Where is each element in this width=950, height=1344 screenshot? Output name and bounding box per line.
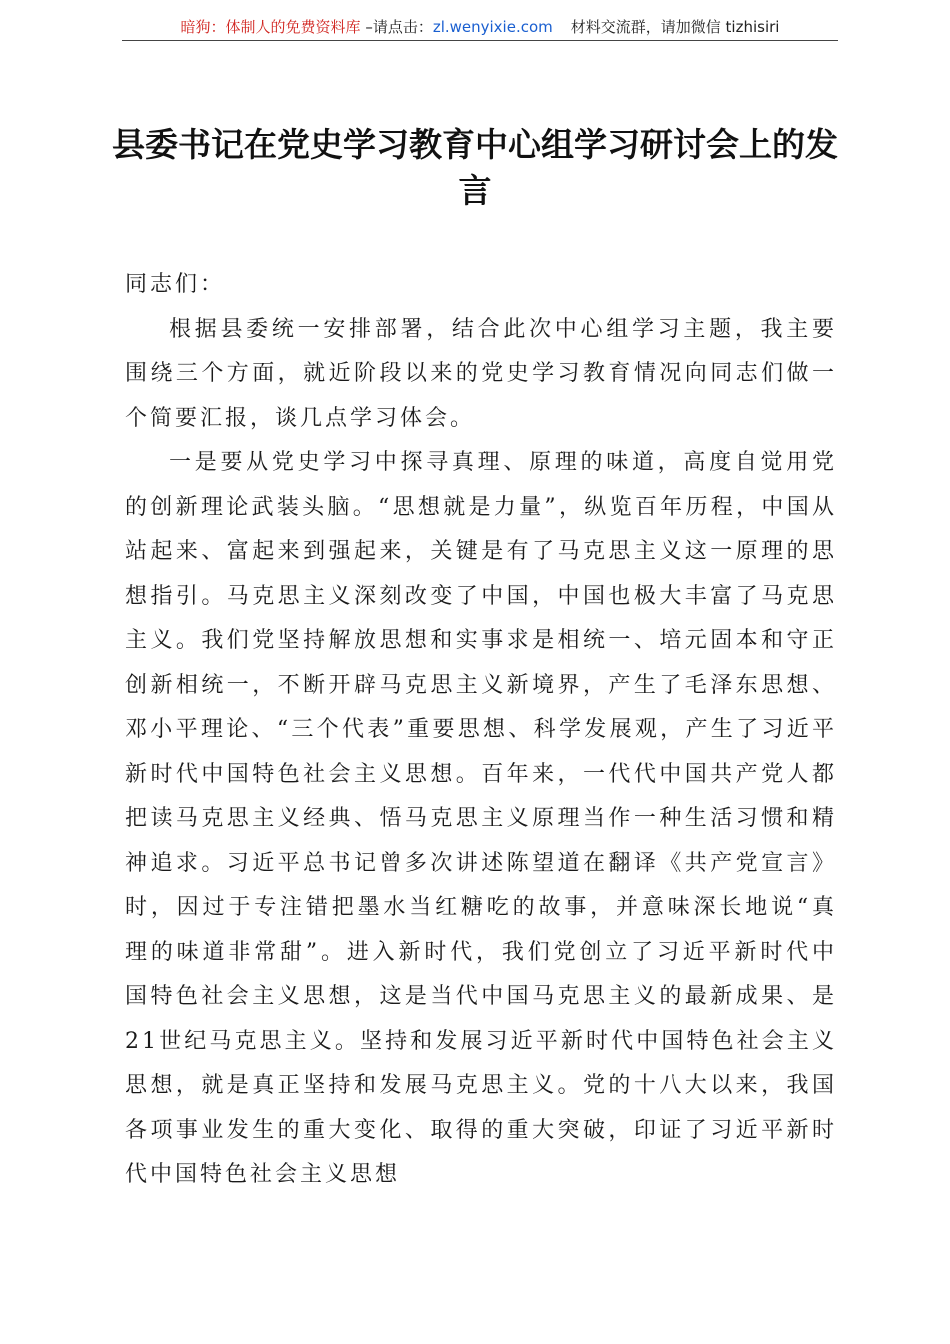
page-header <box>122 14 838 40</box>
document-body <box>125 263 837 1198</box>
salutation: 同志们： <box>125 272 226 297</box>
paragraph-point-one: 一是要从党史学习中探寻真理、原理的味道，高度自觉用党的创新理论武装头脑。“思想就是力量”，纵览百年历程，中国从站起来、富起来到强起来，关键是有了马克思主义这一原理的思想指引。马克思主义深刻改变了中国，中国也极大丰富了马克思主义。我们党坚持解放思想和实事求是相统一、培元固本和守正创新相统一，不断开辟马克思主义新境界，产生了毛泽东思想、邓小平理论、“三个代表”重要思想、科学发展观，产生了习近平新时代中国特色社会主义思想。百年来，一代代中国共产党人都把读马克思主义经典、悟马克思主义原理当作一种生活习惯和精神追求。习近平总书记曾多次讲述陈望道在翻译《共产党宣言》时，因过于专注错把墨水当红糖吃的故事，并意味深长地说“真理的味道非常甜”。进入新时代，我们党创立了习近平新时代中国特色社会主义思想，这是当代中国马克思主义的最新成果、是21世纪马克思主义。坚持和发展习近平新时代中国特色社会主义思想，就是真正坚持和发展马克思主义。党的十八大以来，我国各项事业发生的重大变化、取得的重大突破，印证了习近平新时代中国特色社会主义思想 <box>125 450 837 1187</box>
document-title: 县委书记在党史学习教育中心组学习研讨会上的发言 <box>112 125 838 210</box>
header-site-link[interactable]: zl.wenyixie.com <box>432 18 553 36</box>
header-separator-text: –请点击： <box>360 18 433 36</box>
header-contact-text: 材料交流群，请加微信 tizhisiri <box>570 18 780 36</box>
paragraph-intro: 根据县委统一安排部署，结合此次中心组学习主题，我主要围绕三个方面，就近阶段以来的党史学习教育情况向同志们做一个简要汇报，谈几点学习体会。 <box>125 316 837 431</box>
header-divider <box>122 40 838 41</box>
header-promo-text: 暗狗：体制人的免费资料库 <box>180 18 361 36</box>
